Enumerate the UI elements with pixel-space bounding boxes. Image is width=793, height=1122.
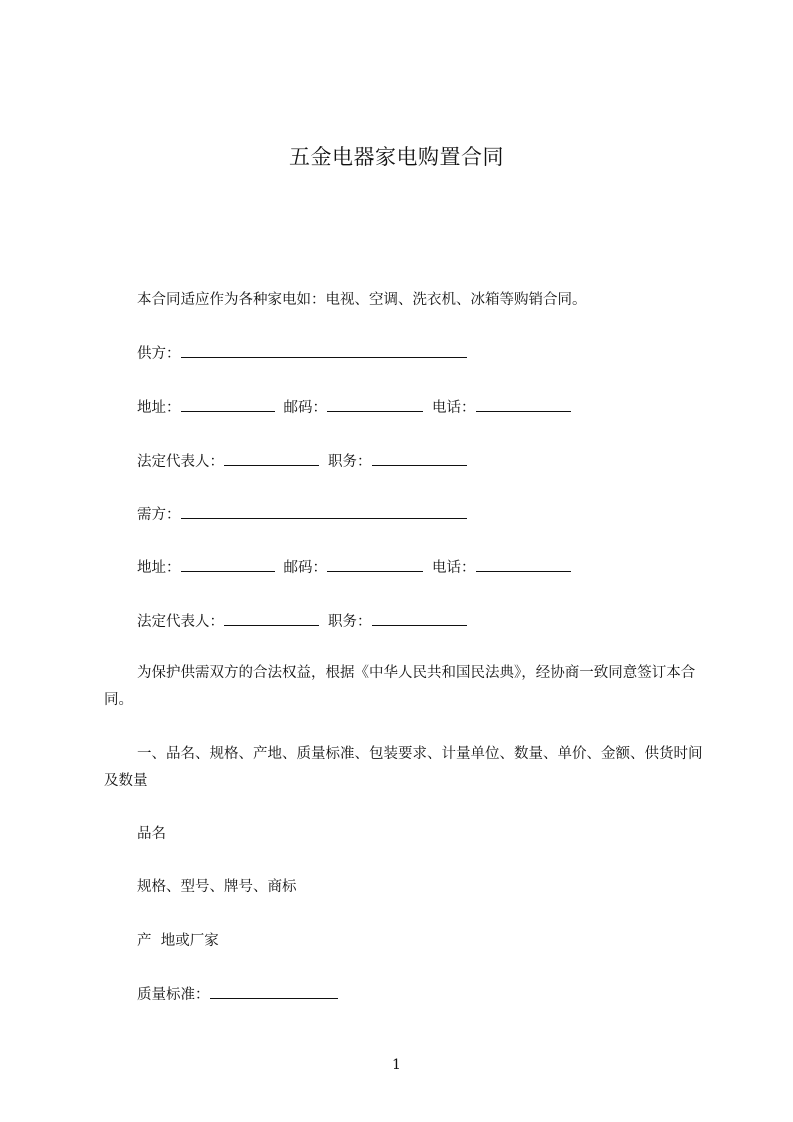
- supplier-legal-rep-label: 法定代表人：: [137, 454, 224, 470]
- buyer-position-label: 职务：: [328, 614, 372, 630]
- supplier-phone-blank[interactable]: [476, 397, 571, 412]
- buyer-address-blank[interactable]: [181, 557, 275, 572]
- supplier-postcode-label: 邮码：: [283, 400, 327, 416]
- item-spec: 规格、型号、牌号、商标: [137, 879, 297, 895]
- supplier-position-label: 职务：: [328, 454, 372, 470]
- item-origin-text: 产 地或厂家: [137, 933, 219, 949]
- preamble-paragraph: 为保护供需双方的合法权益，根据《中华人民共和国民法典》，经协商一致同意签订本合同。: [104, 665, 696, 708]
- quality-row: [137, 984, 338, 1006]
- supplier-phone-label: 电话：: [432, 400, 476, 416]
- buyer-phone-label: 电话：: [432, 560, 476, 576]
- item-origin: [137, 930, 219, 952]
- supplier-contact-row: [137, 397, 571, 419]
- buyer-rep-row: [137, 611, 467, 633]
- supplier-address-blank[interactable]: [181, 397, 275, 412]
- supplier-name-blank[interactable]: [181, 343, 467, 358]
- buyer-legal-rep-label: 法定代表人：: [137, 614, 224, 630]
- item-product-name: 品名: [137, 826, 166, 842]
- supplier-label: 供方：: [137, 346, 181, 362]
- intro-line: 本合同适应作为各种家电如：电视、空调、洗衣机、冰箱等购销合同。: [137, 292, 587, 308]
- supplier-postcode-blank[interactable]: [327, 397, 423, 412]
- buyer-contact-row: [137, 557, 571, 579]
- buyer-address-label: 地址：: [137, 560, 181, 576]
- buyer-row: [137, 504, 467, 526]
- supplier-rep-row: [137, 451, 467, 473]
- supplier-address-label: 地址：: [137, 400, 181, 416]
- buyer-label: 需方：: [137, 507, 181, 523]
- quality-blank[interactable]: [210, 984, 338, 999]
- buyer-postcode-label: 邮码：: [283, 560, 327, 576]
- section-1-heading: 一、品名、规格、产地、质量标准、包装要求、计量单位、数量、单价、金额、供货时间及数量: [104, 746, 703, 789]
- buyer-name-blank[interactable]: [181, 504, 467, 519]
- buyer-postcode-blank[interactable]: [327, 557, 423, 572]
- supplier-legal-rep-blank[interactable]: [224, 451, 319, 466]
- buyer-position-blank[interactable]: [372, 611, 467, 626]
- quality-label: 质量标准：: [137, 987, 210, 1003]
- supplier-row: [137, 343, 467, 365]
- page-number: 1: [392, 1057, 401, 1073]
- supplier-position-blank[interactable]: [372, 451, 467, 466]
- buyer-phone-blank[interactable]: [476, 557, 571, 572]
- document-title: 五金电器家电购置合同: [289, 145, 504, 169]
- buyer-legal-rep-blank[interactable]: [224, 611, 319, 626]
